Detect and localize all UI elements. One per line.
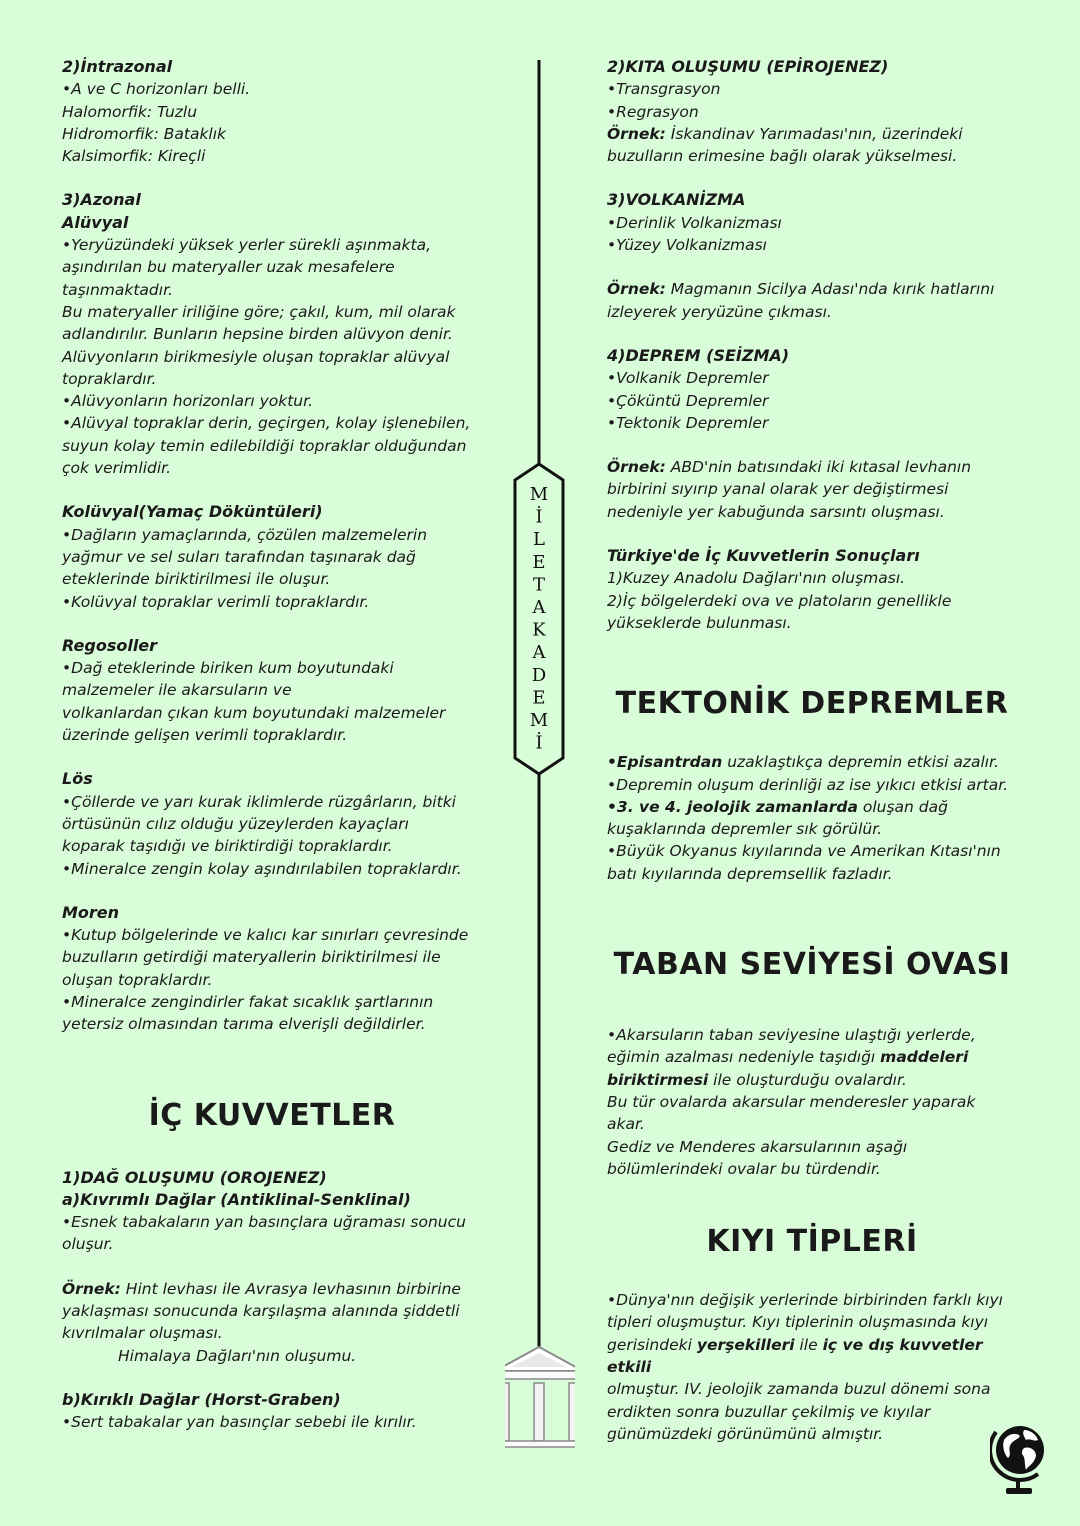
text-line: Bu materyaller iriliğine göre; çakıl, kum, mil olarak [62, 302, 456, 321]
text-line: topraklardır. [62, 369, 157, 388]
text-line: •Yüzey Volkanizması [607, 236, 767, 255]
section-heading: 2)KITA OLUŞUMU (EPİROJENEZ) [607, 57, 889, 76]
text-line: oluşan topraklardır. [62, 970, 213, 989]
logo-letter: İ [535, 506, 543, 528]
turkiye-body [607, 567, 1017, 634]
section-heading: Türkiye'de İç Kuvvetlerin Sonuçları [607, 546, 920, 566]
taban-title: TABAN SEVİYESİ OVASI [613, 947, 1011, 983]
section-heading: Moren [62, 902, 120, 922]
text-line: kıvrılmalar oluşması. [62, 1324, 223, 1343]
text-line: buzulların getirdiği materyallerin biriktirilmesi ile [62, 948, 441, 967]
text-line: •Regrasyon [607, 102, 699, 121]
text-line: •Mineralce zengindirler fakat sıcaklık şartlarının [62, 992, 434, 1011]
logo-letter: E [532, 551, 546, 573]
text-line: üzerinde gelişen verimli topraklardır. [62, 726, 348, 745]
text-line: •Kolüvyal topraklar verimli topraklardır. [62, 592, 370, 611]
text-line: tipleri oluşmuştur. Kıyı tiplerinin oluşmasında kıyı [607, 1313, 989, 1332]
logo-letter: İ [535, 732, 543, 754]
text-line: 1)Kuzey Anadolu Dağları'nın oluşması. [607, 569, 906, 588]
logo-letter: A [532, 597, 546, 618]
text-line: •Akarsuların taban seviyesine ulaştığı yerlerde, [607, 1026, 976, 1045]
text-line: eğimin azalması nedeniyle taşıdığı maddeleri [607, 1048, 969, 1067]
section-heading: 1)DAĞ OLUŞUMU (OROJENEZ) [62, 1167, 327, 1187]
text-line: volkanlardan çıkan kum boyutundaki malzemeler [62, 703, 446, 722]
text-line: 2)İç bölgelerdeki ova ve platoların genellikle [607, 591, 952, 610]
azonal-body [62, 234, 482, 479]
text-line: •Sert tabakalar yan basınçlar sebebi ile kırılır. [62, 1413, 417, 1432]
text-line: •Depremin oluşum derinliği az ise yıkıcı etkisi artar. [607, 775, 1009, 794]
ic-kuvvetler-title: İÇ KUVVETLER [148, 1097, 396, 1133]
text-line: gerisindeki yerşekilleri ile iç ve dış kuvvetler etkili [607, 1335, 983, 1376]
text-line: Alüvyonların birikmesiyle oluşan topraklar alüvyal [62, 347, 450, 366]
text-line: •Episantrdan uzaklaştıkça depremin etkisi azalır. [607, 753, 999, 772]
text-line: kuşaklarında depremler sık görülür. [607, 820, 883, 839]
text-line: yağmur ve sel suları tarafından taşınarak dağ [62, 547, 416, 566]
example-line: Örnek: İskandinav Yarımadası'nın, üzerindeki [607, 124, 963, 143]
deprem-body [607, 367, 1017, 434]
orojenez-body [62, 1211, 482, 1256]
logo-letter: E [532, 687, 546, 709]
los-body [62, 791, 482, 880]
text-line: biriktirmesi ile oluşturduğu ovalardır. [607, 1070, 907, 1089]
logo-letter: K [532, 619, 546, 641]
epirojenez-example [607, 145, 1017, 167]
text-line: adlandırılır. Bunların hepsine birden alüvyon denir. [62, 325, 453, 344]
deprem-example [607, 478, 1017, 523]
moren-body [62, 924, 482, 1035]
text-line: •Tektonik Depremler [607, 413, 769, 432]
text-line: akar. [607, 1115, 645, 1134]
text-line: erdikten sonra buzullar çekilmiş ve kıyılar [607, 1402, 931, 1421]
text-line: Bu tür ovalarda akarsular menderesler yaparak [607, 1092, 976, 1111]
text-line: •Mineralce zengin kolay aşındırılabilen topraklardır. [62, 859, 462, 878]
text-line: Hidromorfik: Bataklık [62, 124, 227, 143]
logo-letters [530, 484, 548, 754]
text-line: •Dağ eteklerinde biriken kum boyutundaki [62, 659, 394, 678]
text-line: aşındırılan bu materyaller uzak mesafelere [62, 258, 395, 277]
regosol-body [62, 657, 482, 746]
text-line: yükseklerde bulunması. [607, 613, 792, 632]
left-column [62, 56, 482, 1434]
text-line: Gediz ve Menderes akarsularının aşağı [607, 1137, 908, 1156]
text-line: •Çöllerde ve yarı kurak iklimlerde rüzgârların, bitki [62, 792, 456, 811]
section-heading: Lös [62, 769, 93, 789]
text-line: eteklerinde biriktirilmesi ile oluşur. [62, 570, 331, 589]
globe-icon [990, 1422, 1052, 1498]
logo-letter: M [529, 484, 549, 505]
text-line: malzemeler ile akarsuların ve [62, 681, 292, 700]
text-line: taşınmaktadır. [62, 280, 173, 299]
volkanizma-example [607, 301, 1017, 323]
section-subheading: Alüvyal [62, 212, 129, 232]
text-line: •3. ve 4. jeolojik zamanlarda oluşan dağ [607, 797, 948, 816]
orojenez-example [62, 1300, 482, 1345]
text-line: •Alüvyonların horizonları yoktur. [62, 392, 314, 411]
text-line: batı kıyılarında depremsellik fazladır. [607, 864, 893, 883]
logo-letter: A [532, 642, 546, 664]
text-line: günümüzdeki görünümünü almıştır. [607, 1424, 884, 1443]
text-line: olmuştur. IV. jeolojik zamanda buzul dönemi sona [607, 1380, 991, 1399]
text-line: •Derinlik Volkanizması [607, 213, 782, 232]
text-line: •Çöküntü Depremler [607, 391, 769, 410]
text-line: birbirini sıyırıp yanal olarak yer değiştirmesi [607, 480, 949, 499]
section-heading: 4)DEPREM (SEİZMA) [607, 345, 790, 365]
section-heading: 3)VOLKANİZMA [607, 190, 746, 210]
center-divider [505, 58, 575, 1453]
text-line: •Büyük Okyanus kıyılarında ve Amerikan Kıtası'nın [607, 842, 1001, 861]
section-heading: 3)Azonal [62, 190, 141, 210]
text-line: •Yeryüzündeki yüksek yerler sürekli aşınmakta, [62, 236, 431, 255]
example-line: Örnek: ABD'nin batısındaki iki kıtasal levhanın [607, 458, 972, 477]
epirojenez-body [607, 78, 1017, 123]
tektonik-title: TEKTONİK DEPREMLER [615, 686, 1009, 722]
text-line: •Dünya'nın değişik yerlerinde birbirinden farklı kıyı [607, 1291, 1003, 1310]
kirikli-body [62, 1411, 482, 1433]
section-heading: Kolüvyal(Yamaç Döküntüleri) [62, 502, 323, 522]
koluvyal-body [62, 524, 482, 613]
volkanizma-body [607, 212, 1017, 257]
intrazonal-body [62, 78, 482, 167]
logo-letter: D [531, 664, 547, 686]
text-line: •Kutup bölgelerinde ve kalıcı kar sınırları çevresinde [62, 926, 469, 945]
text-line: koparak taşıdığı ve biriktirdiği topraklardır. [62, 837, 393, 856]
text-line: örtüsünün cılız olduğu yüzeylerden kayaçları [62, 814, 409, 833]
example-line: Örnek: Hint levhası ile Avrasya levhasının birbirine [62, 1279, 461, 1298]
section-subheading: a)Kıvrımlı Dağlar (Antiklinal-Senklinal) [62, 1189, 411, 1209]
text-line: izleyerek yeryüzüne çıkması. [607, 302, 832, 321]
logo-letter: L [533, 529, 545, 551]
kiyi-title: KIYI TİPLERİ [706, 1224, 918, 1260]
logo-letter: M [529, 710, 549, 731]
example-indent: Himalaya Dağları'nın oluşumu. [118, 1346, 357, 1365]
text-line: suyun kolay temin edilebildiği topraklar olduğundan [62, 436, 467, 455]
text-line: çok verimlidir. [62, 459, 172, 478]
text-line: •Alüvyal topraklar derin, geçirgen, kolay işlenebilen, [62, 414, 471, 433]
temple-icon [505, 1347, 575, 1447]
text-line: •Volkanik Depremler [607, 369, 769, 388]
section-heading: 2)İntrazonal [62, 57, 173, 76]
text-line: •Dağların yamaçlarında, çözülen malzemelerin [62, 525, 428, 544]
text-line: yaklaşması sonucunda karşılaşma alanında şiddetli [62, 1302, 460, 1321]
right-column [607, 56, 1017, 1445]
text-line: Halomorfik: Tuzlu [62, 102, 198, 121]
text-line: nedeniyle yer kabuğunda sarsıntı oluşması. [607, 502, 945, 521]
text-line: •Esnek tabakaların yan basınçlara uğraması sonucu [62, 1213, 466, 1232]
text-line: •Transgrasyon [607, 80, 721, 99]
text-line: yetersiz olmasından tarıma elverişli değildirler. [62, 1015, 426, 1034]
text-line: buzulların erimesine bağlı olarak yükselmesi. [607, 147, 958, 166]
section-heading: Regosoller [62, 635, 158, 655]
example-line: Örnek: Magmanın Sicilya Adası'nda kırık hatlarını [607, 280, 995, 299]
text-line: •A ve C horizonları belli. [62, 80, 251, 99]
text-line: oluşur. [62, 1235, 114, 1254]
text-line: Kalsimorfik: Kireçli [62, 147, 206, 166]
text-line: bölümlerindeki ovalar bu türdendir. [607, 1159, 881, 1178]
section-heading: b)Kırıklı Dağlar (Horst-Graben) [62, 1389, 341, 1409]
logo-letter: T [532, 574, 546, 596]
